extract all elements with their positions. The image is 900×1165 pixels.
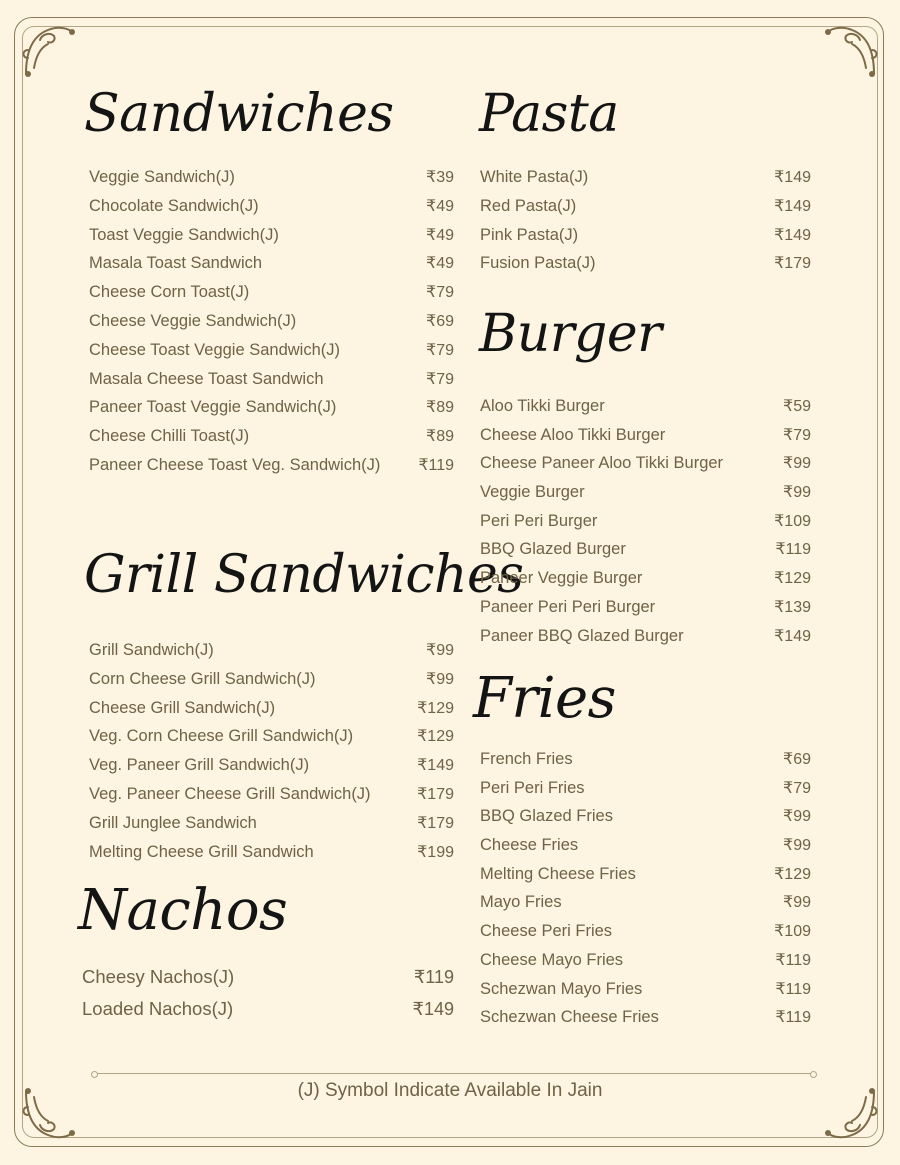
- menu-item-price: ₹119: [775, 1009, 811, 1027]
- menu-item-name: Paneer Toast Veggie Sandwich(J): [89, 398, 337, 417]
- menu-item-price: ₹119: [775, 980, 811, 998]
- menu-list-sandwiches: [89, 163, 454, 480]
- menu-item: [89, 336, 454, 365]
- menu-item-name: BBQ Glazed Fries: [480, 807, 613, 826]
- menu-item-price: ₹139: [774, 598, 811, 616]
- menu-item-price: ₹119: [775, 951, 811, 969]
- menu-item: [480, 622, 811, 651]
- section-title-grill-sandwiches: Grill Sandwiches: [84, 545, 524, 605]
- menu-item: [480, 745, 811, 774]
- menu-item-name: Chocolate Sandwich(J): [89, 196, 259, 215]
- menu-item-name: Peri Peri Fries: [480, 778, 585, 797]
- menu-item-price: ₹149: [417, 757, 454, 775]
- menu-item: [480, 478, 811, 507]
- section-title-nachos: Nachos: [78, 878, 288, 943]
- menu-item-name: Masala Cheese Toast Sandwich: [89, 369, 324, 388]
- menu-item-price: ₹89: [426, 399, 454, 417]
- menu-item-name: Grill Sandwich(J): [89, 641, 214, 659]
- menu-item-name: Fusion Pasta(J): [480, 254, 596, 273]
- menu-item-name: Veg. Paneer Grill Sandwich(J): [89, 756, 310, 775]
- menu-item: [480, 192, 811, 221]
- menu-item-price: ₹119: [775, 541, 811, 559]
- menu-item-name: Peri Peri Burger: [480, 511, 598, 530]
- menu-list-nachos: [82, 961, 454, 1025]
- menu-item-price: ₹79: [426, 370, 454, 388]
- menu-item: [480, 860, 811, 889]
- menu-item: [480, 392, 811, 421]
- menu-item-price: ₹199: [417, 843, 454, 861]
- section-title-fries: Fries: [473, 666, 616, 731]
- menu-item: [480, 774, 811, 803]
- footer-divider: [97, 1073, 811, 1074]
- menu-item-price: ₹99: [783, 455, 811, 473]
- menu-item-price: ₹79: [783, 779, 811, 797]
- menu-item-price: ₹79: [426, 284, 454, 302]
- section-title-sandwiches: Sandwiches: [84, 84, 394, 144]
- menu-item-price: ₹79: [783, 426, 811, 444]
- menu-item: [89, 422, 454, 451]
- menu-item: [89, 809, 454, 838]
- menu-item-price: ₹109: [774, 923, 811, 941]
- menu-item-price: ₹39: [426, 169, 454, 186]
- menu-item: [480, 975, 811, 1004]
- menu-list-pasta: [480, 163, 811, 278]
- menu-item-name: White Pasta(J): [480, 168, 589, 186]
- menu-item: [89, 365, 454, 394]
- menu-item: [89, 780, 454, 809]
- menu-item-price: ₹69: [783, 751, 811, 768]
- menu-item-price: ₹79: [426, 341, 454, 359]
- menu-item: [89, 751, 454, 780]
- menu-item: [89, 278, 454, 307]
- menu-item-name: Cheese Mayo Fries: [480, 950, 624, 969]
- menu-item: [82, 961, 454, 993]
- menu-list-burger: [480, 392, 811, 650]
- menu-item-name: French Fries: [480, 750, 573, 768]
- menu-item-price: ₹49: [426, 197, 454, 215]
- menu-item-name: Melting Cheese Grill Sandwich: [89, 842, 314, 861]
- menu-item: [89, 636, 454, 665]
- corner-flourish-icon: [822, 22, 882, 82]
- menu-item-name: Cheese Fries: [480, 836, 579, 855]
- menu-item-name: Masala Toast Sandwich: [89, 254, 263, 273]
- menu-item-name: Grill Junglee Sandwich: [89, 813, 257, 832]
- menu-item-price: ₹179: [417, 785, 454, 803]
- menu-item: [480, 946, 811, 975]
- menu-item-price: ₹129: [774, 570, 811, 588]
- menu-item: [89, 307, 454, 336]
- menu-item-price: ₹99: [783, 894, 811, 912]
- menu-item-name: Cheese Paneer Aloo Tikki Burger: [480, 454, 724, 473]
- menu-item-price: ₹129: [417, 728, 454, 746]
- menu-item: [89, 694, 454, 723]
- menu-item-price: ₹89: [426, 428, 454, 446]
- menu-item: [480, 507, 811, 536]
- menu-item-price: ₹59: [783, 398, 811, 415]
- menu-item-name: Cheese Toast Veggie Sandwich(J): [89, 340, 341, 359]
- menu-item: [82, 993, 454, 1025]
- menu-item-name: Paneer Cheese Toast Veg. Sandwich(J): [89, 455, 381, 474]
- menu-item-name: Red Pasta(J): [480, 196, 577, 215]
- menu-item-name: Pink Pasta(J): [480, 225, 579, 244]
- menu-item-name: Melting Cheese Fries: [480, 864, 636, 883]
- menu-item: [480, 535, 811, 564]
- menu-item-price: ₹179: [774, 255, 811, 273]
- menu-item: [89, 722, 454, 751]
- menu-item: [89, 451, 454, 480]
- menu-item-name: Cheese Chilli Toast(J): [89, 427, 250, 446]
- menu-item-price: ₹149: [774, 197, 811, 215]
- menu-item: [480, 221, 811, 250]
- menu-item-price: ₹149: [412, 999, 454, 1019]
- menu-item: [89, 665, 454, 694]
- menu-item: [480, 421, 811, 450]
- menu-item-name: Paneer Peri Peri Burger: [480, 597, 656, 616]
- menu-item-price: ₹129: [774, 865, 811, 883]
- menu-item-name: Veggie Sandwich(J): [89, 168, 235, 186]
- menu-item-name: Veg. Corn Cheese Grill Sandwich(J): [89, 727, 354, 746]
- jain-symbol-note: (J) Symbol Indicate Available In Jain: [297, 1080, 603, 1101]
- menu-item-name: Loaded Nachos(J): [82, 998, 234, 1019]
- menu-list-fries: [480, 745, 811, 1032]
- menu-item-name: Schezwan Cheese Fries: [480, 1008, 659, 1027]
- menu-item: [480, 888, 811, 917]
- menu-item: [89, 838, 454, 867]
- menu-item: [480, 802, 811, 831]
- menu-item-price: ₹49: [426, 255, 454, 273]
- corner-flourish-icon: [18, 22, 78, 82]
- menu-item-price: ₹109: [774, 512, 811, 530]
- menu-list-grill-sandwiches: [89, 636, 454, 866]
- menu-item-price: ₹149: [774, 627, 811, 645]
- section-title-pasta: Pasta: [479, 84, 619, 144]
- menu-item: [480, 1003, 811, 1032]
- section-title-burger: Burger: [479, 304, 662, 364]
- menu-item-name: Cheesy Nachos(J): [82, 966, 235, 987]
- menu-item: [89, 393, 454, 422]
- menu-item: [480, 564, 811, 593]
- menu-item-name: Cheese Grill Sandwich(J): [89, 698, 276, 717]
- menu-item-name: Paneer Veggie Burger: [480, 569, 643, 588]
- menu-item-name: Veg. Paneer Cheese Grill Sandwich(J): [89, 784, 371, 803]
- menu-item: [480, 449, 811, 478]
- menu-item-price: ₹129: [417, 699, 454, 717]
- menu-item-price: ₹99: [426, 642, 454, 659]
- menu-item: [89, 221, 454, 250]
- menu-item-price: ₹69: [426, 312, 454, 330]
- menu-item: [480, 831, 811, 860]
- menu-item-price: ₹149: [774, 226, 811, 244]
- menu-item: [480, 593, 811, 622]
- menu-item-price: ₹99: [783, 808, 811, 826]
- menu-item-name: Mayo Fries: [480, 893, 562, 912]
- menu-item-price: ₹149: [774, 169, 811, 186]
- menu-item: [480, 249, 811, 278]
- menu-item-name: Aloo Tikki Burger: [480, 397, 605, 415]
- menu-item-name: Corn Cheese Grill Sandwich(J): [89, 669, 316, 688]
- menu-item-name: Cheese Corn Toast(J): [89, 283, 250, 302]
- menu-item-name: Veggie Burger: [480, 483, 585, 502]
- menu-item-price: ₹49: [426, 226, 454, 244]
- menu-item-name: Cheese Aloo Tikki Burger: [480, 425, 666, 444]
- menu-item-price: ₹99: [783, 484, 811, 502]
- menu-item-price: ₹99: [426, 670, 454, 688]
- menu-item: [480, 917, 811, 946]
- menu-item-price: ₹179: [417, 814, 454, 832]
- menu-item-name: Paneer BBQ Glazed Burger: [480, 626, 684, 645]
- menu-item-price: ₹119: [413, 967, 454, 987]
- menu-item-price: ₹99: [783, 837, 811, 855]
- menu-item-name: Cheese Peri Fries: [480, 922, 613, 941]
- menu-item-price: ₹119: [418, 456, 454, 474]
- menu-item: [480, 163, 811, 192]
- menu-item: [89, 192, 454, 221]
- menu-item-name: Schezwan Mayo Fries: [480, 979, 643, 998]
- menu-item-name: Toast Veggie Sandwich(J): [89, 225, 279, 244]
- menu-item-name: Cheese Veggie Sandwich(J): [89, 311, 297, 330]
- menu-item-name: BBQ Glazed Burger: [480, 540, 626, 559]
- menu-item: [89, 249, 454, 278]
- menu-item: [89, 163, 454, 192]
